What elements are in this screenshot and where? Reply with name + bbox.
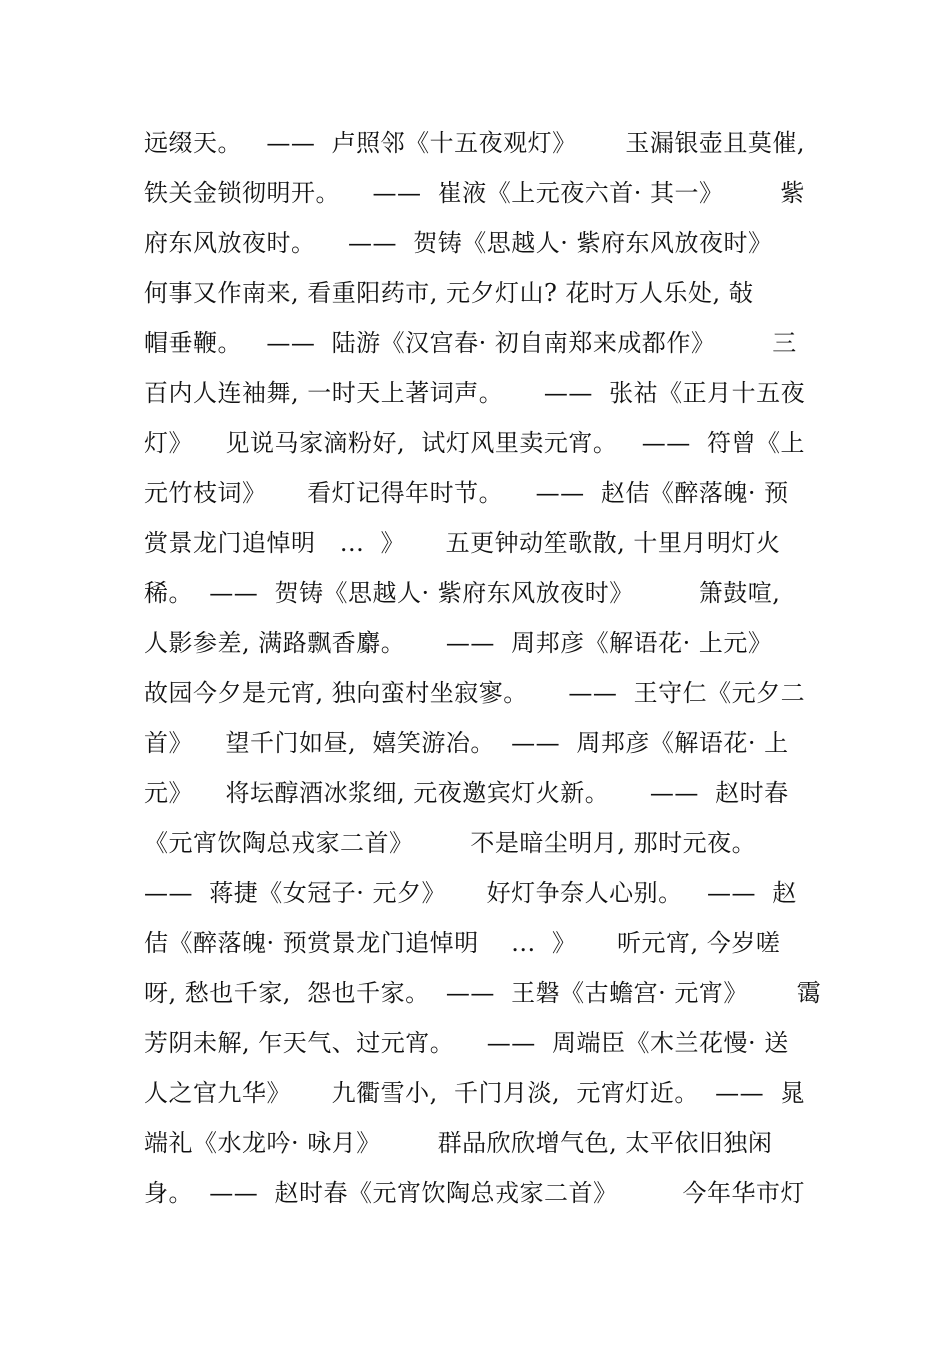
text-line: 灯》 见说马家滴粉好, 试灯风里卖元宵。 —— 符曾《上 [144, 429, 806, 457]
text-line: 人之官九华》 九衢雪小, 千门月淡, 元宵灯近。 —— 晁 [144, 1079, 805, 1107]
text-line: 《元宵饮陶总戎家二首》 不是暗尘明月, 那时元夜。 [144, 829, 757, 857]
text-line: 帽垂鞭。 —— 陆游《汉宫春· 初自南郑来成都作》 三 [144, 329, 797, 357]
text-line: 赏景龙门追悼明 ... 》 五更钟动笙歌散, 十里月明灯火 [144, 529, 781, 557]
text-line: 稀。 —— 贺铸《思越人· 紫府东风放夜时》 箫鼓喧, [144, 579, 781, 607]
text-line: 身。 —— 赵时春《元宵饮陶总戎家二首》 今年华市灯 [144, 1179, 806, 1207]
text-line: 端礼《水龙吟· 咏月》 群品欣欣增气色, 太平依旧独闲 [144, 1129, 773, 1157]
text-line: 远缀天。 —— 卢照邻《十五夜观灯》 玉漏银壶且莫催, [144, 129, 806, 157]
text-line: 铁关金锁彻明开。 —— 崔液《上元夜六首· 其一》 紫 [144, 179, 805, 207]
text-line: 何事又作南来, 看重阳药市, 元夕灯山? 花时万人乐处, 敧 [144, 279, 754, 307]
text-line: 元竹枝词》 看灯记得年时节。 —— 赵佶《醉落魄· 预 [144, 479, 789, 507]
text-line: 百内人连袖舞, 一时天上著词声。 —— 张祜《正月十五夜 [144, 379, 806, 407]
text-line: 呀, 愁也千家, 怨也千家。 —— 王磐《古蟾宫· 元宵》 霭 [144, 979, 822, 1007]
text-line: 人影参差, 满路飘香麝。 —— 周邦彦《解语花· 上元》 [144, 629, 773, 657]
text-line: 故园今夕是元宵, 独向蛮村坐寂寥。 —— 王守仁《元夕二 [144, 679, 806, 707]
text-line: 芳阴未解, 乍天气、过元宵。 —— 周端臣《木兰花慢· 送 [144, 1029, 789, 1057]
text-line: 佶《醉落魄· 预赏景龙门追悼明 ... 》 听元宵, 今岁嗟 [144, 929, 781, 957]
text-line: 元》 将坛醇酒冰浆细, 元夜邀宾灯火新。 —— 赵时春 [144, 779, 789, 807]
text-line: —— 蒋捷《女冠子· 元夕》 好灯争奈人心别。 —— 赵 [144, 879, 797, 907]
text-line: 首》 望千门如昼, 嬉笑游冶。 —— 周邦彦《解语花· 上 [144, 729, 789, 757]
poem-text-block [144, 118, 822, 1218]
text-line: 府东风放夜时。 —— 贺铸《思越人· 紫府东风放夜时》 [144, 229, 773, 257]
